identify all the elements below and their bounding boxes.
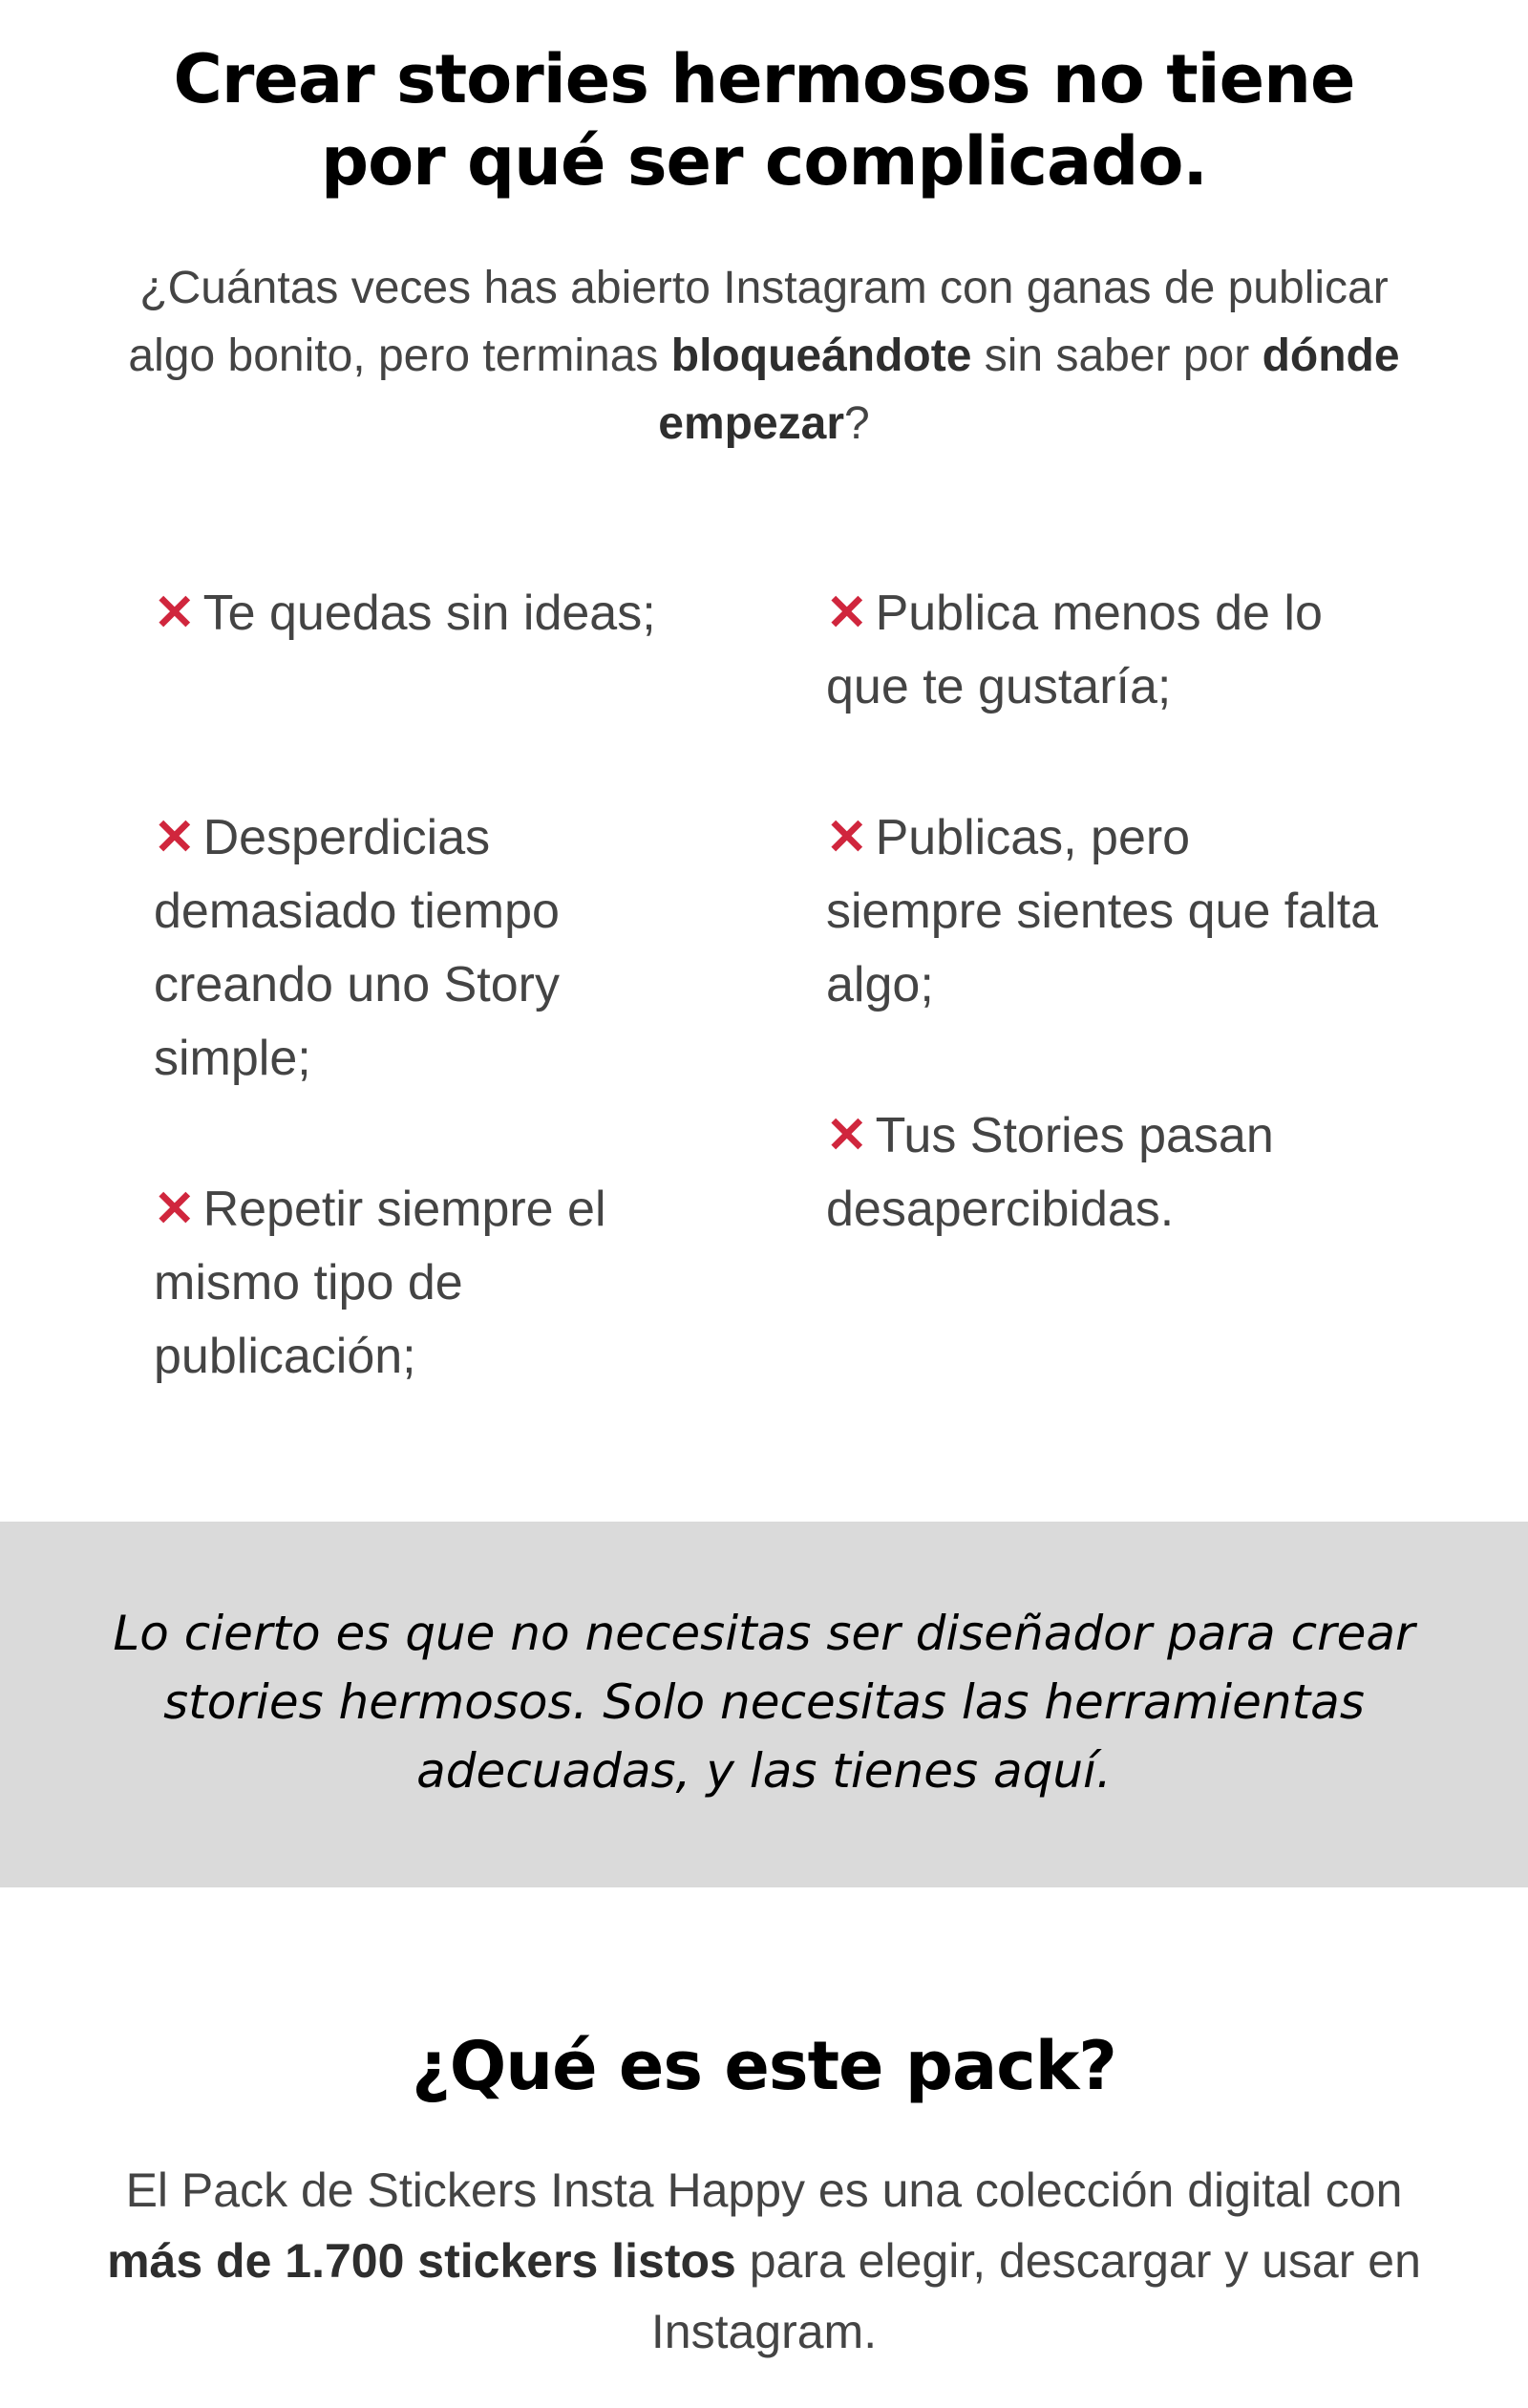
hero-intro [96,254,1432,458]
intro-text: ¿Cuántas veces has abierto Instagram con ganas de publicar algo bonito, pero terminas [128,263,1389,381]
cross-mark-icon: ✕ [154,1182,196,1237]
pain-point-item [154,801,689,1096]
cross-mark-icon: ✕ [154,586,196,641]
pain-point-item [826,801,1380,1022]
hero-title: Crear stories hermosos no tiene por qué ser complicado. [173,40,1355,201]
pain-point-item [826,1099,1380,1247]
intro-text: sin saber por [971,330,1263,381]
pack-description [96,2155,1432,2367]
highlight-text: Lo cierto es que no necesitas ser diseñador para crear stories hermosos. Solo necesitas las herramientas adecuadas, y las tienes aquí. [113,1606,1415,1799]
cross-mark-icon: ✕ [826,1108,868,1163]
desc-text: El Pack de Stickers Insta Happy es una colección digital con [125,2163,1403,2217]
pain-point-text: Te quedas sin ideas; [202,586,656,641]
cross-mark-icon: ✕ [826,586,868,641]
desc-bold: más de 1.700 stickers listos [107,2234,736,2288]
cross-mark-icon: ✕ [826,810,868,865]
pain-point-item [826,577,1380,724]
intro-bold: bloqueándote [670,330,972,381]
highlight-band [0,1522,1528,1887]
pain-point-text: Publica menos de lo que te gustaría; [826,586,1323,714]
desc-text: para elegir, descargar y usar en Instagram. [650,2234,1421,2358]
intro-text: ? [844,398,870,449]
intro-bold: dónde empezar [658,330,1400,449]
cross-mark-icon: ✕ [154,810,196,865]
pain-point-text: Publicas, pero siempre sientes que falta algo; [826,810,1379,1012]
pain-point-text: Repetir siempre el mismo tipo de publicación; [154,1182,606,1384]
pain-point-item [154,577,689,650]
pain-point-item [154,1173,708,1394]
pain-point-text: Desperdicias demasiado tiempo creando uno Story simple; [154,810,560,1086]
pack-title: ¿Qué es este pack? [412,2027,1116,2105]
pain-point-text: Tus Stories pasan desapercibidas. [826,1108,1274,1237]
